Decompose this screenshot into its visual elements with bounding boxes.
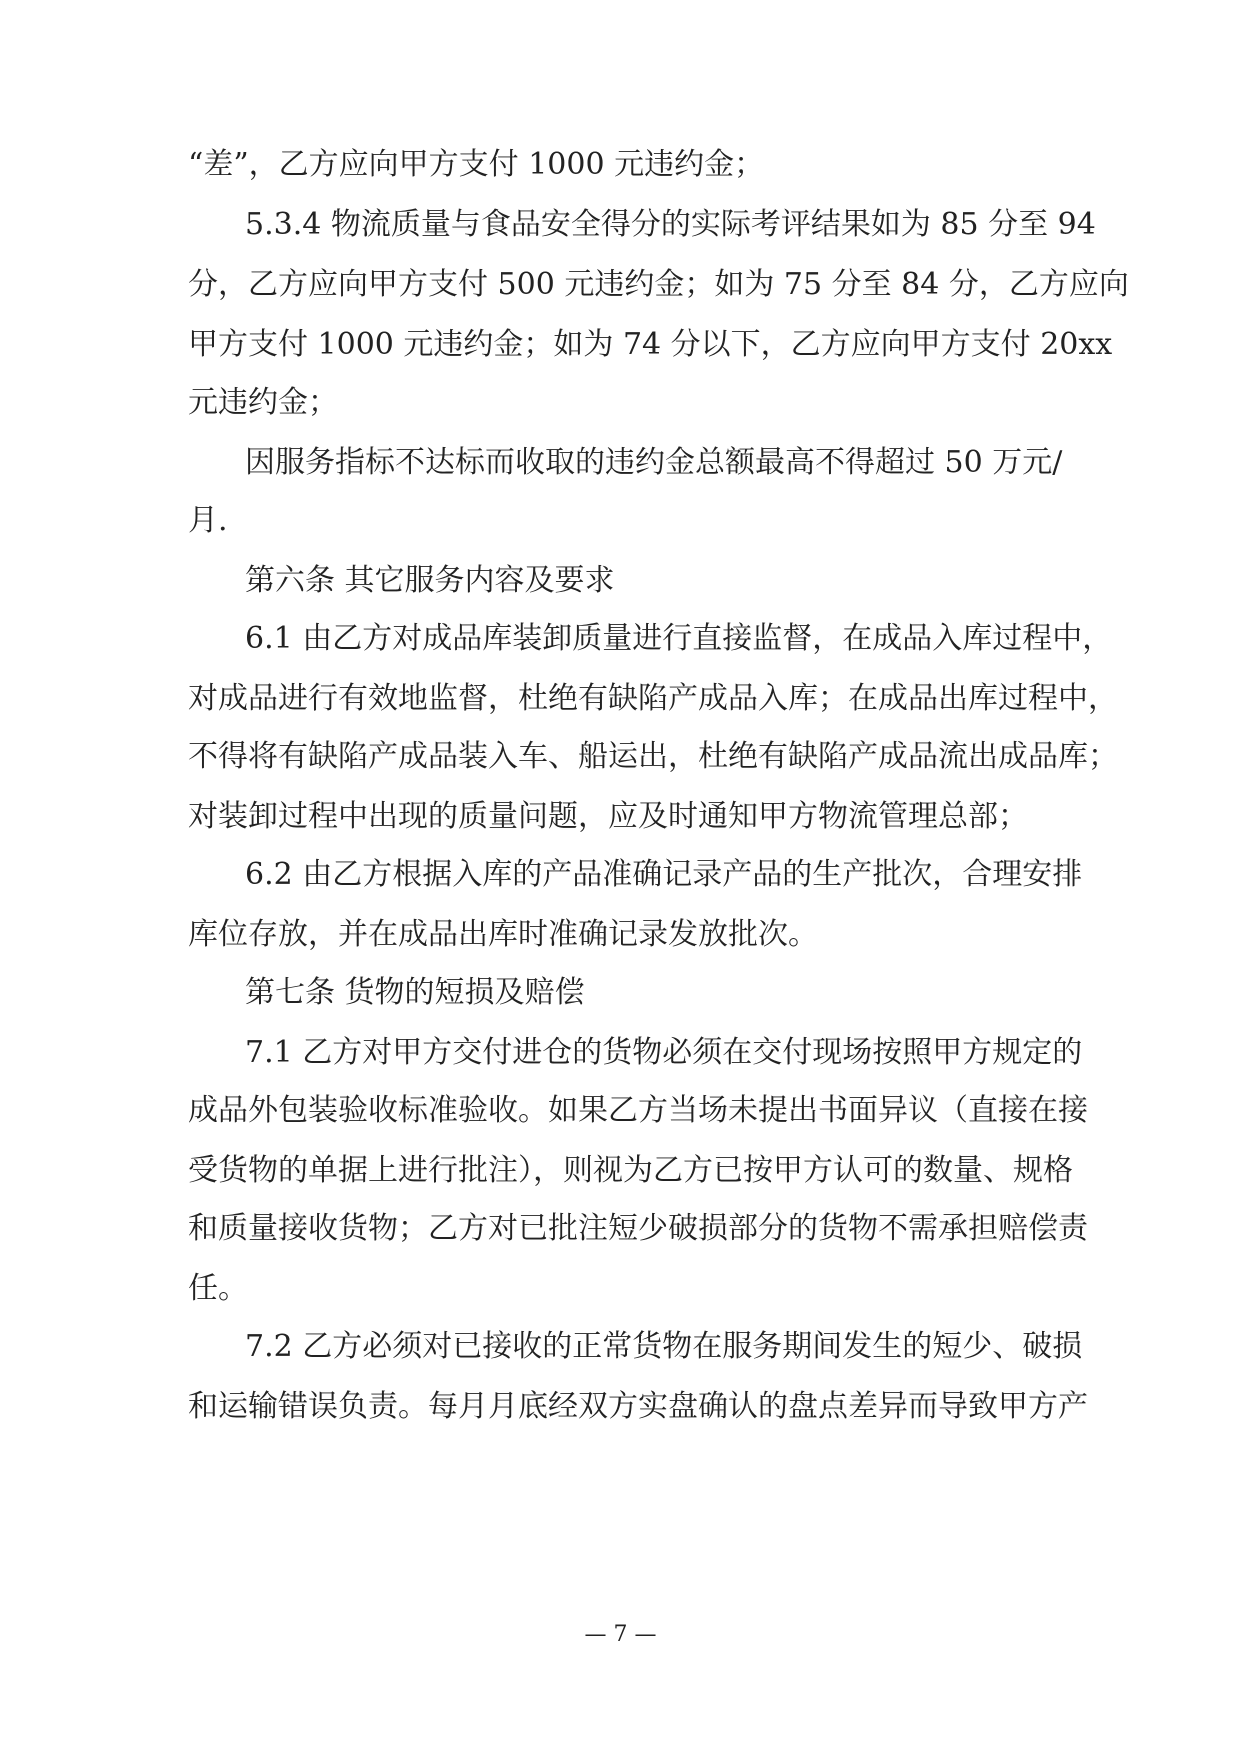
section-heading: 第六条 其它服务内容及要求 xyxy=(245,563,615,598)
text-line: 和运输错误负责。每月月底经双方实盘确认的盘点差异而导致甲方产 xyxy=(188,1389,1088,1424)
text-line: “差”，乙方应向甲方支付 1000 元违约金； xyxy=(188,147,765,182)
text-line: 6.2 由乙方根据入库的产品准确记录产品的生产批次，合理安排 xyxy=(245,857,1083,892)
text-line: 库位存放，并在成品出库时准确记录发放批次。 xyxy=(188,917,818,952)
text-line: 因服务指标不达标而收取的违约金总额最高不得超过 50 万元/ xyxy=(245,445,1063,480)
section-heading: 第七条 货物的短损及赔偿 xyxy=(245,975,585,1010)
text-line: 7.2 乙方必须对已接收的正常货物在服务期间发生的短少、破损 xyxy=(245,1329,1083,1364)
text-line: 成品外包装验收标准验收。如果乙方当场未提出书面异议（直接在接 xyxy=(188,1093,1088,1128)
text-line: 对装卸过程中出现的质量问题，应及时通知甲方物流管理总部； xyxy=(188,799,1028,834)
text-line: 7.1 乙方对甲方交付进仓的货物必须在交付现场按照甲方规定的 xyxy=(245,1035,1083,1070)
text-line: 受货物的单据上进行批注），则视为乙方已按甲方认可的数量、规格 xyxy=(188,1153,1073,1188)
text-line: 对成品进行有效地监督，杜绝有缺陷产成品入库；在成品出库过程中， xyxy=(188,681,1118,716)
text-line: 月. xyxy=(188,503,228,538)
text-line: 6.1 由乙方对成品库装卸质量进行直接监督，在成品入库过程中， xyxy=(245,621,1113,656)
page-number: — 7 — xyxy=(584,1622,657,1647)
text-line: 任。 xyxy=(188,1271,248,1306)
text-line: 甲方支付 1000 元违约金；如为 74 分以下，乙方应向甲方支付 20xx xyxy=(188,327,1113,362)
text-line: 5.3.4 物流质量与食品安全得分的实际考评结果如为 85 分至 94 xyxy=(245,207,1096,242)
text-line: 和质量接收货物；乙方对已批注短少破损部分的货物不需承担赔偿责 xyxy=(188,1211,1088,1246)
text-line: 不得将有缺陷产成品装入车、船运出，杜绝有缺陷产成品流出成品库； xyxy=(188,739,1118,774)
text-line: 分，乙方应向甲方支付 500 元违约金；如为 75 分至 84 分，乙方应向 xyxy=(188,267,1129,302)
text-line: 元违约金； xyxy=(188,385,338,420)
